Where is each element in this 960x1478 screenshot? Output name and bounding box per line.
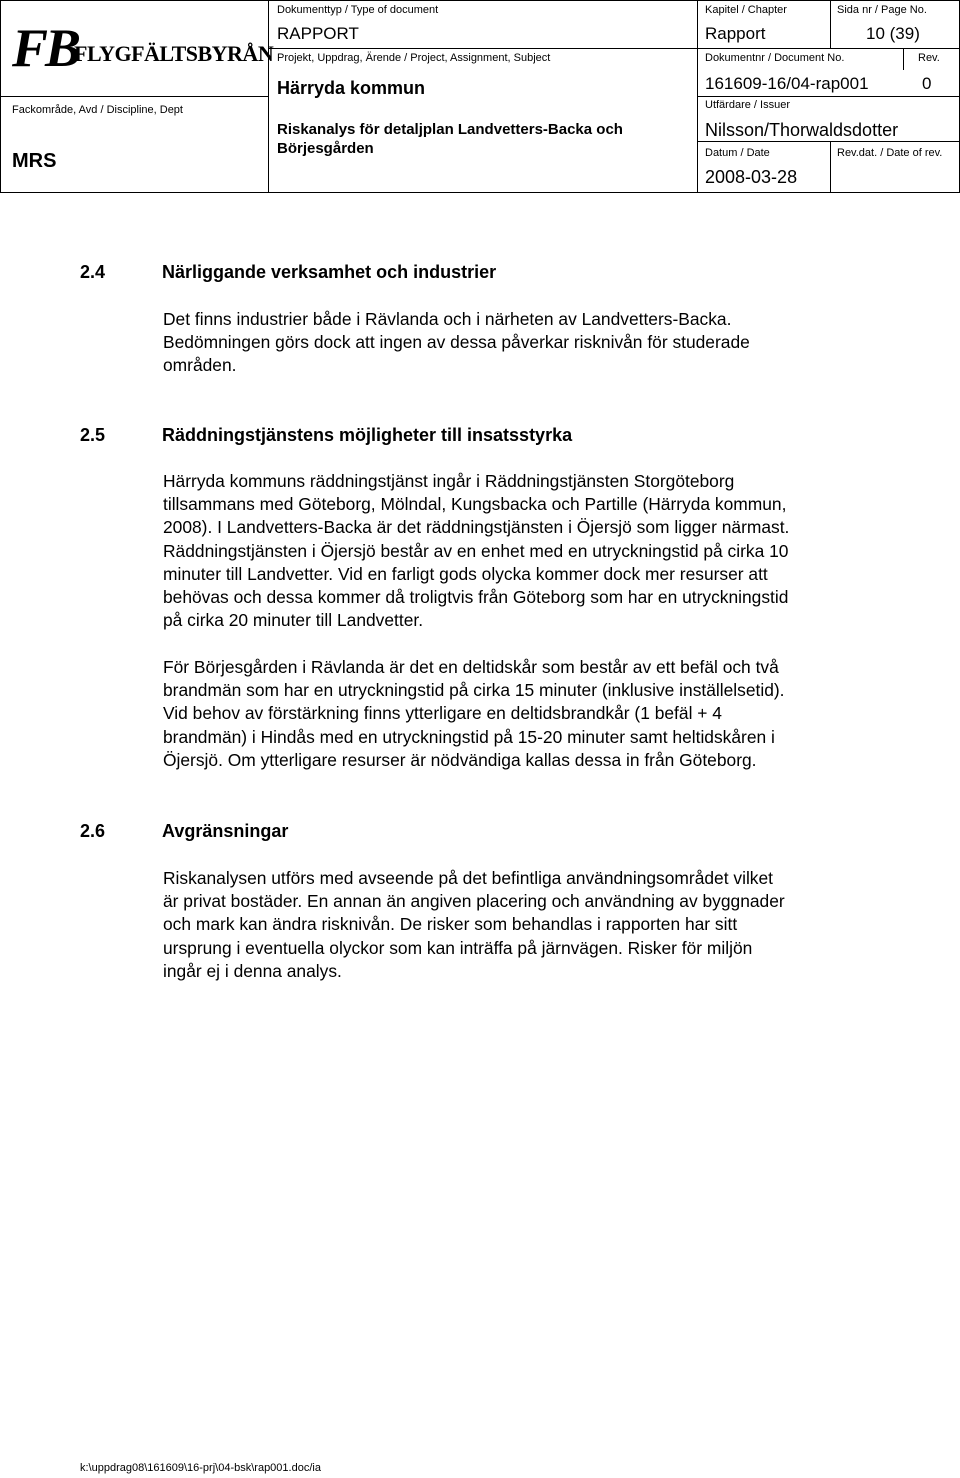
project-client: Härryda kommun (277, 78, 426, 98)
section-title: Närliggande verksamhet och industrier (162, 262, 497, 282)
docno-label: Dokumentnr / Document No. (705, 52, 845, 64)
section-heading (80, 262, 496, 283)
company-logo (12, 18, 274, 78)
discipline-value: MRS (12, 150, 57, 172)
section-number: 2.5 (80, 425, 106, 445)
chapter-value: Rapport (705, 24, 766, 43)
section-number: 2.6 (80, 821, 106, 841)
doctype-value: RAPPORT (277, 24, 359, 43)
paragraph: Riskanalysen utförs med avseende på det befintliga användningsområdet vilket är privat bostäder. En annan än angiven placering och användning av byggnader och mark kan ändra risknivån. De risker som behandlas i rapporten har sitt ursprung i eventuella olyckor som kan inträffa på järnvägen. Risker för miljön ingår ej i denna analys. (163, 868, 785, 981)
page-value: 10 (39) (866, 24, 920, 43)
issuer-value: Nilsson/Thorwaldsdotter (705, 120, 899, 140)
logo-mark: FB (12, 18, 79, 78)
page-label: Sida nr / Page No. (837, 4, 927, 16)
section-title: Räddningstjänstens möjligheter till insatsstyrka (162, 425, 573, 445)
section-heading (80, 425, 572, 446)
paragraph: Härryda kommuns räddningstjänst ingår i Räddningstjänsten Storgöteborg tillsammans med Göteborg, Mölndal, Kungsbacka och Partille (Härryda kommun, 2008). I Landvetters-Backa är det räddningstjänsten i Öjersjö som ligger närmast. Räddningstjänsten i Öjersjö består av en enhet med en utryckningstid på cirka 10 minuter till Landvetter. Vid en farligt gods olycka kommer dock mer resurser att behövas och dessa kommer då troligtvis från Göteborg som har en utryckningstid på cirka 20 minuter till Landvetter. (163, 471, 790, 631)
section-title: Avgränsningar (162, 821, 289, 841)
logo-name: FLYGFÄLTSBYRÅN (74, 41, 274, 66)
discipline-label: Fackområde, Avd / Discipline, Dept (12, 104, 183, 116)
doctype-label: Dokumenttyp / Type of document (277, 4, 439, 16)
project-label: Projekt, Uppdrag, Ärende / Project, Assignment, Subject (277, 52, 551, 64)
rev-label: Rev. (918, 52, 940, 64)
project-title: Riskanalys för detaljplan Landvetters-Backa och Börjesgården (277, 121, 623, 157)
paragraph: För Börjesgården i Rävlanda är det en deltidskår som består av ett befäl och två brandmän som har en utryckningstid på cirka 15 minuter (inklusive inställelsetid). Vid behov av förstärkning finns ytterligare en deltidsbrandkår (1 befäl + 4 brandmän) i Hindås med en utryckningstid på 15-20 minuter samt heltidskåren i Öjersjö. Om ytterligare resurser är nödvändiga kallas dessa in från Göteborg. (163, 657, 785, 770)
section-heading (80, 821, 288, 842)
date-value: 2008-03-28 (705, 167, 798, 187)
issuer-label: Utfärdare / Issuer (705, 99, 790, 111)
rev-value: 0 (922, 74, 932, 93)
section-number: 2.4 (80, 262, 106, 282)
date-label: Datum / Date (705, 147, 770, 159)
footer-file-path: k:\uppdrag08\161609\16-prj\04-bsk\rap001.doc/ia (80, 1462, 321, 1474)
paragraph: Det finns industrier både i Rävlanda och i närheten av Landvetters-Backa. Bedömningen görs dock att ingen av dessa påverkar risknivån för studerade områden. (163, 309, 750, 376)
chapter-label: Kapitel / Chapter (705, 4, 787, 16)
revdate-label: Rev.dat. / Date of rev. (837, 147, 943, 159)
docno-value: 161609-16/04-rap001 (705, 74, 869, 93)
